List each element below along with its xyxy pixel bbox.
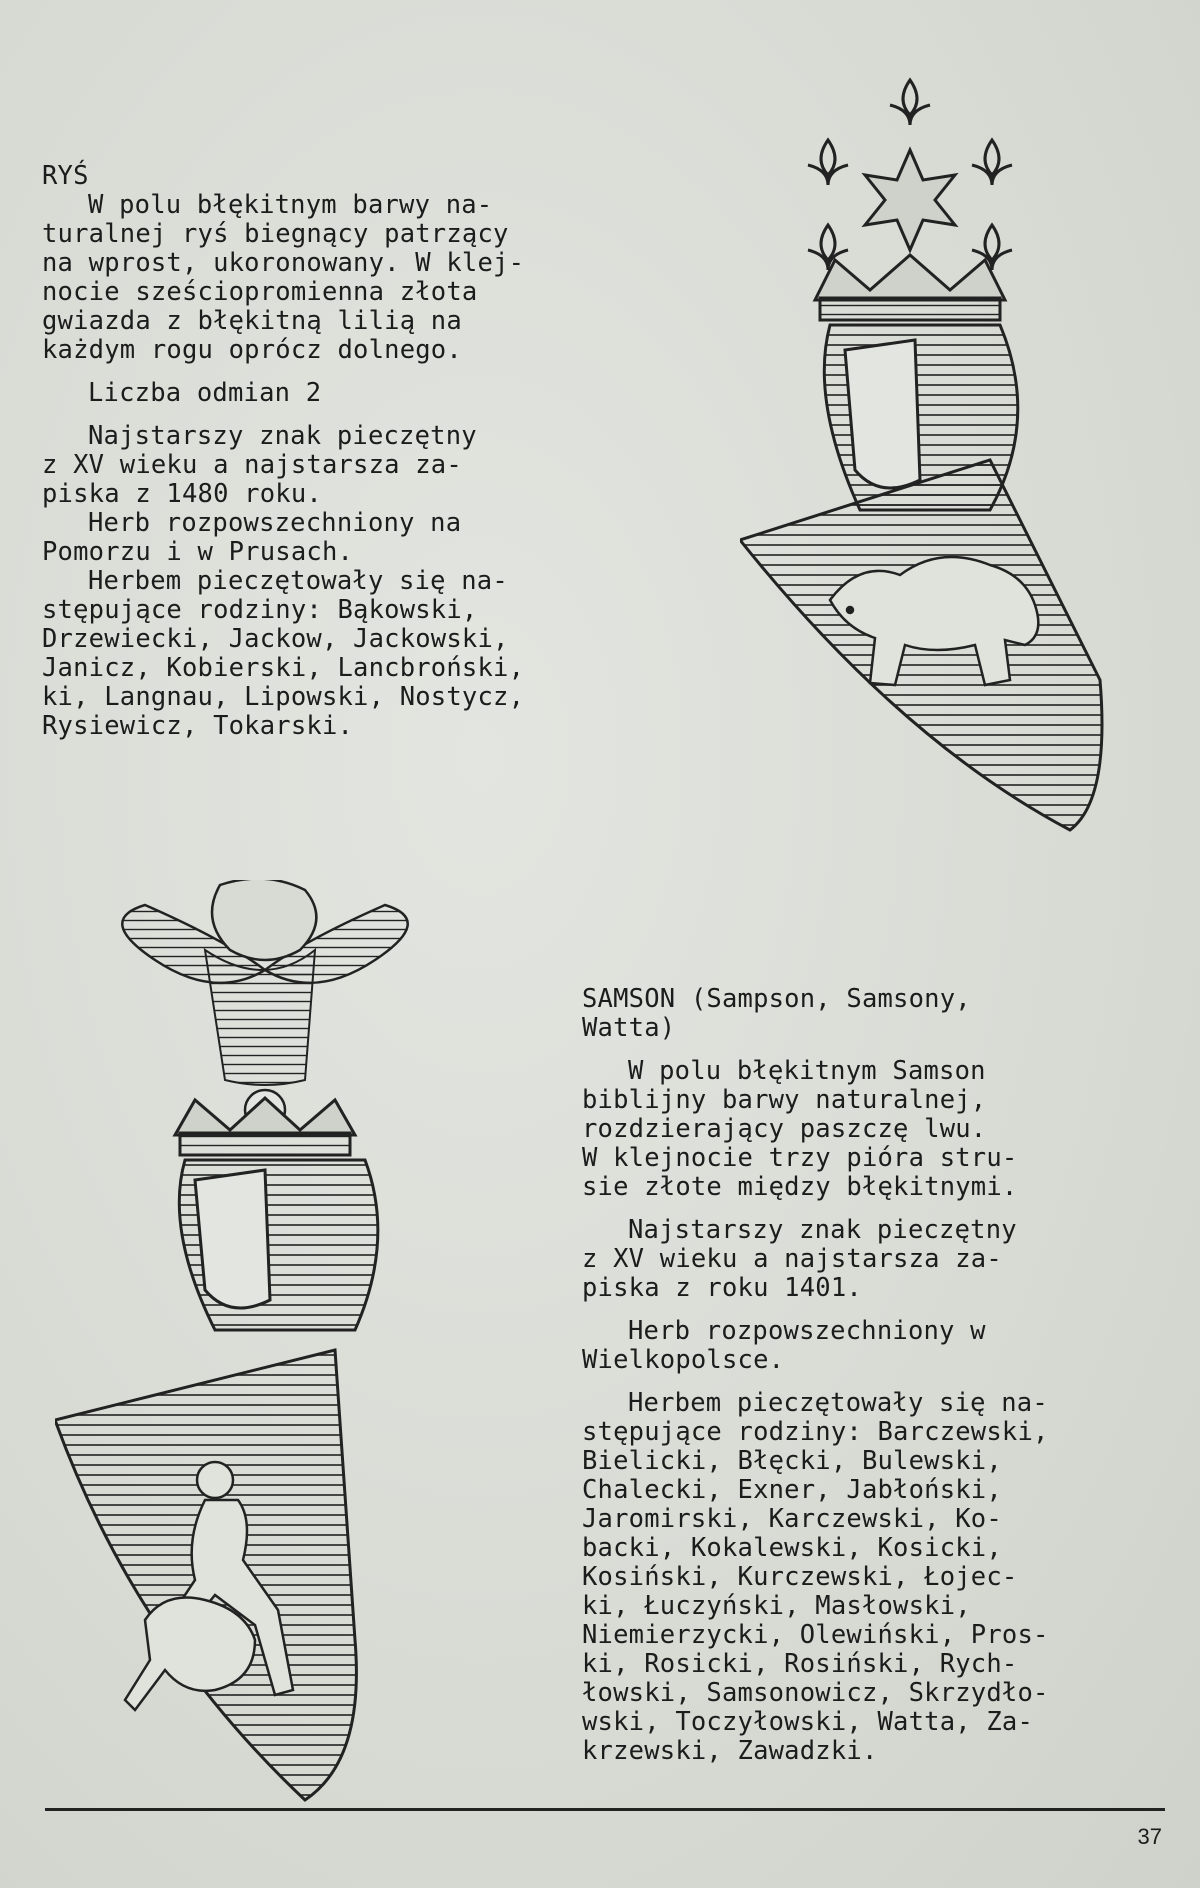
rys-oldest-line: piska z 1480 roku. — [42, 479, 322, 509]
helmet-icon — [179, 1160, 378, 1330]
samson-families-line: łowski, Samsonowicz, Skrzydło- — [582, 1678, 1049, 1708]
ostrich-feathers-icon — [122, 880, 407, 1085]
fleur-de-lis-icon — [972, 225, 1012, 270]
fleur-de-lis-icon — [808, 225, 848, 270]
rys-description-line: na wprost, ukoronowany. W klej- — [42, 248, 525, 278]
samson-families-line: backi, Kokalewski, Kosicki, — [582, 1533, 1002, 1563]
samson-families-line: ki, Rosicki, Rosiński, Rych- — [582, 1649, 1018, 1679]
samson-description-line: rozdzierający paszczę lwu. — [582, 1114, 987, 1144]
samson-families-line: krzewski, Zawadzki. — [582, 1736, 878, 1766]
fleur-de-lis-icon — [972, 140, 1012, 185]
samson-families-line: stępujące rodziny: Barczewski, — [582, 1417, 1049, 1447]
samson-spread-line: Wielkopolsce. — [582, 1345, 785, 1375]
rys-spread-line: Pomorzu i w Prusach. — [42, 537, 354, 567]
rys-families-line: Janicz, Kobierski, Lancbroński, — [42, 653, 525, 683]
page-number: 37 — [1137, 1824, 1162, 1849]
samson-families-line: Chalecki, Exner, Jabłoński, — [582, 1475, 1002, 1505]
rys-title: RYŚ — [42, 161, 89, 191]
rys-families-line: Herbem pieczętowały się na- — [88, 566, 508, 596]
rys-oldest-line: Najstarszy znak pieczętny — [88, 421, 477, 451]
samson-title-line: SAMSON (Sampson, Samsony, — [582, 984, 971, 1014]
rys-description-line: W polu błękitnym barwy na- — [88, 190, 493, 220]
rys-variants: Liczba odmian 2 — [88, 378, 322, 408]
fleur-de-lis-icon — [890, 80, 930, 125]
samson-families-line: Bielicki, Błęcki, Bulewski, — [582, 1446, 1002, 1476]
samson-title-line: Watta) — [582, 1013, 676, 1043]
crown-icon — [175, 1090, 355, 1155]
samson-description-line: W klejnocie trzy pióra stru- — [582, 1143, 1018, 1173]
samson-families-line: Herbem pieczętowały się na- — [628, 1388, 1048, 1418]
rys-families-line: Drzewiecki, Jackow, Jackowski, — [42, 624, 509, 654]
samson-oldest-line: z XV wieku a najstarsza za- — [582, 1244, 1002, 1274]
samson-oldest-line: Najstarszy znak pieczętny — [628, 1215, 1017, 1245]
rys-spread-line: Herb rozpowszechniony na — [88, 508, 462, 538]
samson-families-line: wski, Toczyłowski, Watta, Za- — [582, 1707, 1034, 1737]
samson-families-line: Jaromirski, Karczewski, Ko- — [582, 1504, 1002, 1534]
samson-families-line: ki, Łuczyński, Masłowski, — [582, 1591, 971, 1621]
rys-description-line: nocie sześciopromienna złota — [42, 277, 478, 307]
bottom-rule-divider — [45, 1808, 1165, 1811]
rys-oldest-line: z XV wieku a najstarsza za- — [42, 450, 462, 480]
samson-families-line: Niemierzycki, Olewiński, Pros- — [582, 1620, 1049, 1650]
rys-coat-of-arms-illustration — [740, 40, 1120, 870]
samson-families-line: Kosiński, Kurczewski, Łojec- — [582, 1562, 1018, 1592]
samson-description-line: sie złote między błękitnymi. — [582, 1172, 1018, 1202]
samson-description-line: biblijny barwy naturalnej, — [582, 1085, 987, 1115]
samson-coat-of-arms-illustration — [55, 880, 465, 1810]
rys-families-line: Rysiewicz, Tokarski. — [42, 711, 354, 741]
star-crest-icon — [808, 80, 1012, 270]
rys-families-line: ki, Langnau, Lipowski, Nostycz, — [42, 682, 525, 712]
rys-description-line: każdym rogu oprócz dolnego. — [42, 335, 462, 365]
rys-description-line: turalnej ryś biegnący patrzący — [42, 219, 509, 249]
rys-entry — [42, 162, 602, 741]
rys-description-line: gwiazda z błękitną lilią na — [42, 306, 462, 336]
samson-oldest-line: piska z roku 1401. — [582, 1273, 862, 1303]
fleur-de-lis-icon — [808, 140, 848, 185]
samson-spread-line: Herb rozpowszechniony w — [628, 1316, 986, 1346]
crown-icon — [815, 255, 1005, 320]
samson-entry — [582, 985, 1162, 1766]
samson-description-line: W polu błękitnym Samson — [628, 1056, 986, 1086]
rys-families-line: stępujące rodziny: Bąkowski, — [42, 595, 478, 625]
